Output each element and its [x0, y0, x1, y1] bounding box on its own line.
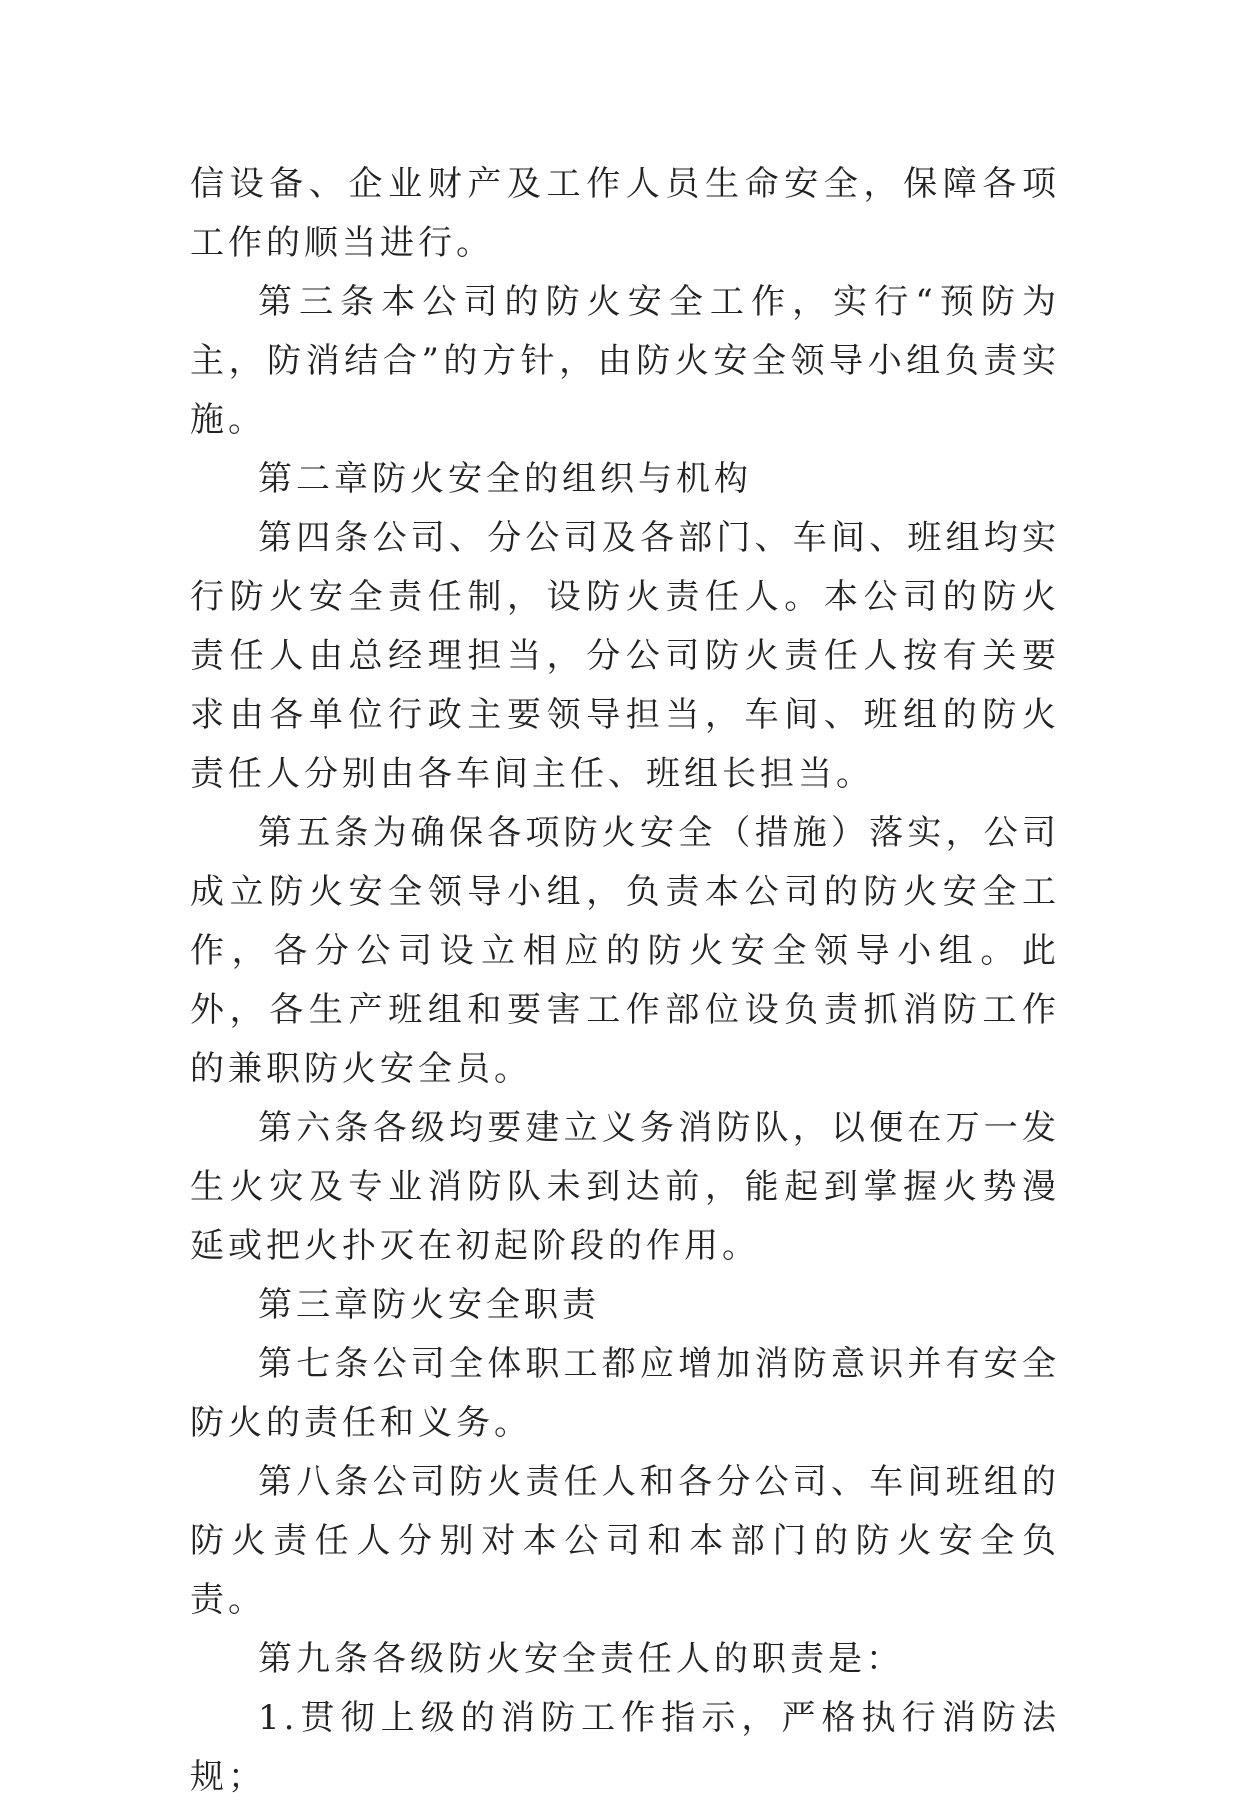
paragraph-article-9: 第九条各级防火安全责任人的职责是：	[258, 1639, 904, 1679]
paragraph-article-4: 第四条公司、分公司及各部门、车间、班组均实行防火安全责任制，设防火责任人。本公司的防火责任人由总经理担当，分公司防火责任人按有关要求由各单位行政主要领导担当，车间、班组的防火责任人分别由各车间主任、班组长担当。	[190, 518, 1060, 794]
paragraph-article-3: 第三条本公司的防火安全工作，实行“预防为主，防消结合”的方针，由防火安全领导小组负责实施。	[190, 282, 1060, 440]
list-item-1: 1.贯彻上级的消防工作指示，严格执行消防法规；	[190, 1698, 1060, 1797]
paragraph-article-7: 第七条公司全体职工都应增加消防意识并有安全防火的责任和义务。	[190, 1344, 1060, 1443]
chapter-heading-3: 第三章防火安全职责	[258, 1285, 600, 1325]
paragraph-article-6: 第六条各级均要建立义务消防队，以便在万一发生火灾及专业消防队未到达前，能起到掌握火势漫延或把火扑灭在初起阶段的作用。	[190, 1108, 1060, 1266]
paragraph-article-5: 第五条为确保各项防火安全（措施）落实，公司成立防火安全领导小组，负责本公司的防火安全工作，各分公司设立相应的防火安全领导小组。此外，各生产班组和要害工作部位设负责抓消防工作的兼职防火安全员。	[190, 813, 1060, 1089]
document-body	[190, 155, 1060, 1807]
chapter-heading-2: 第二章防火安全的组织与机构	[258, 459, 752, 499]
paragraph-article-8: 第八条公司防火责任人和各分公司、车间班组的防火责任人分别对本公司和本部门的防火安全负责。	[190, 1462, 1060, 1620]
paragraph-continuation: 信设备、企业财产及工作人员生命安全，保障各项工作的顺当进行。	[190, 164, 1060, 263]
